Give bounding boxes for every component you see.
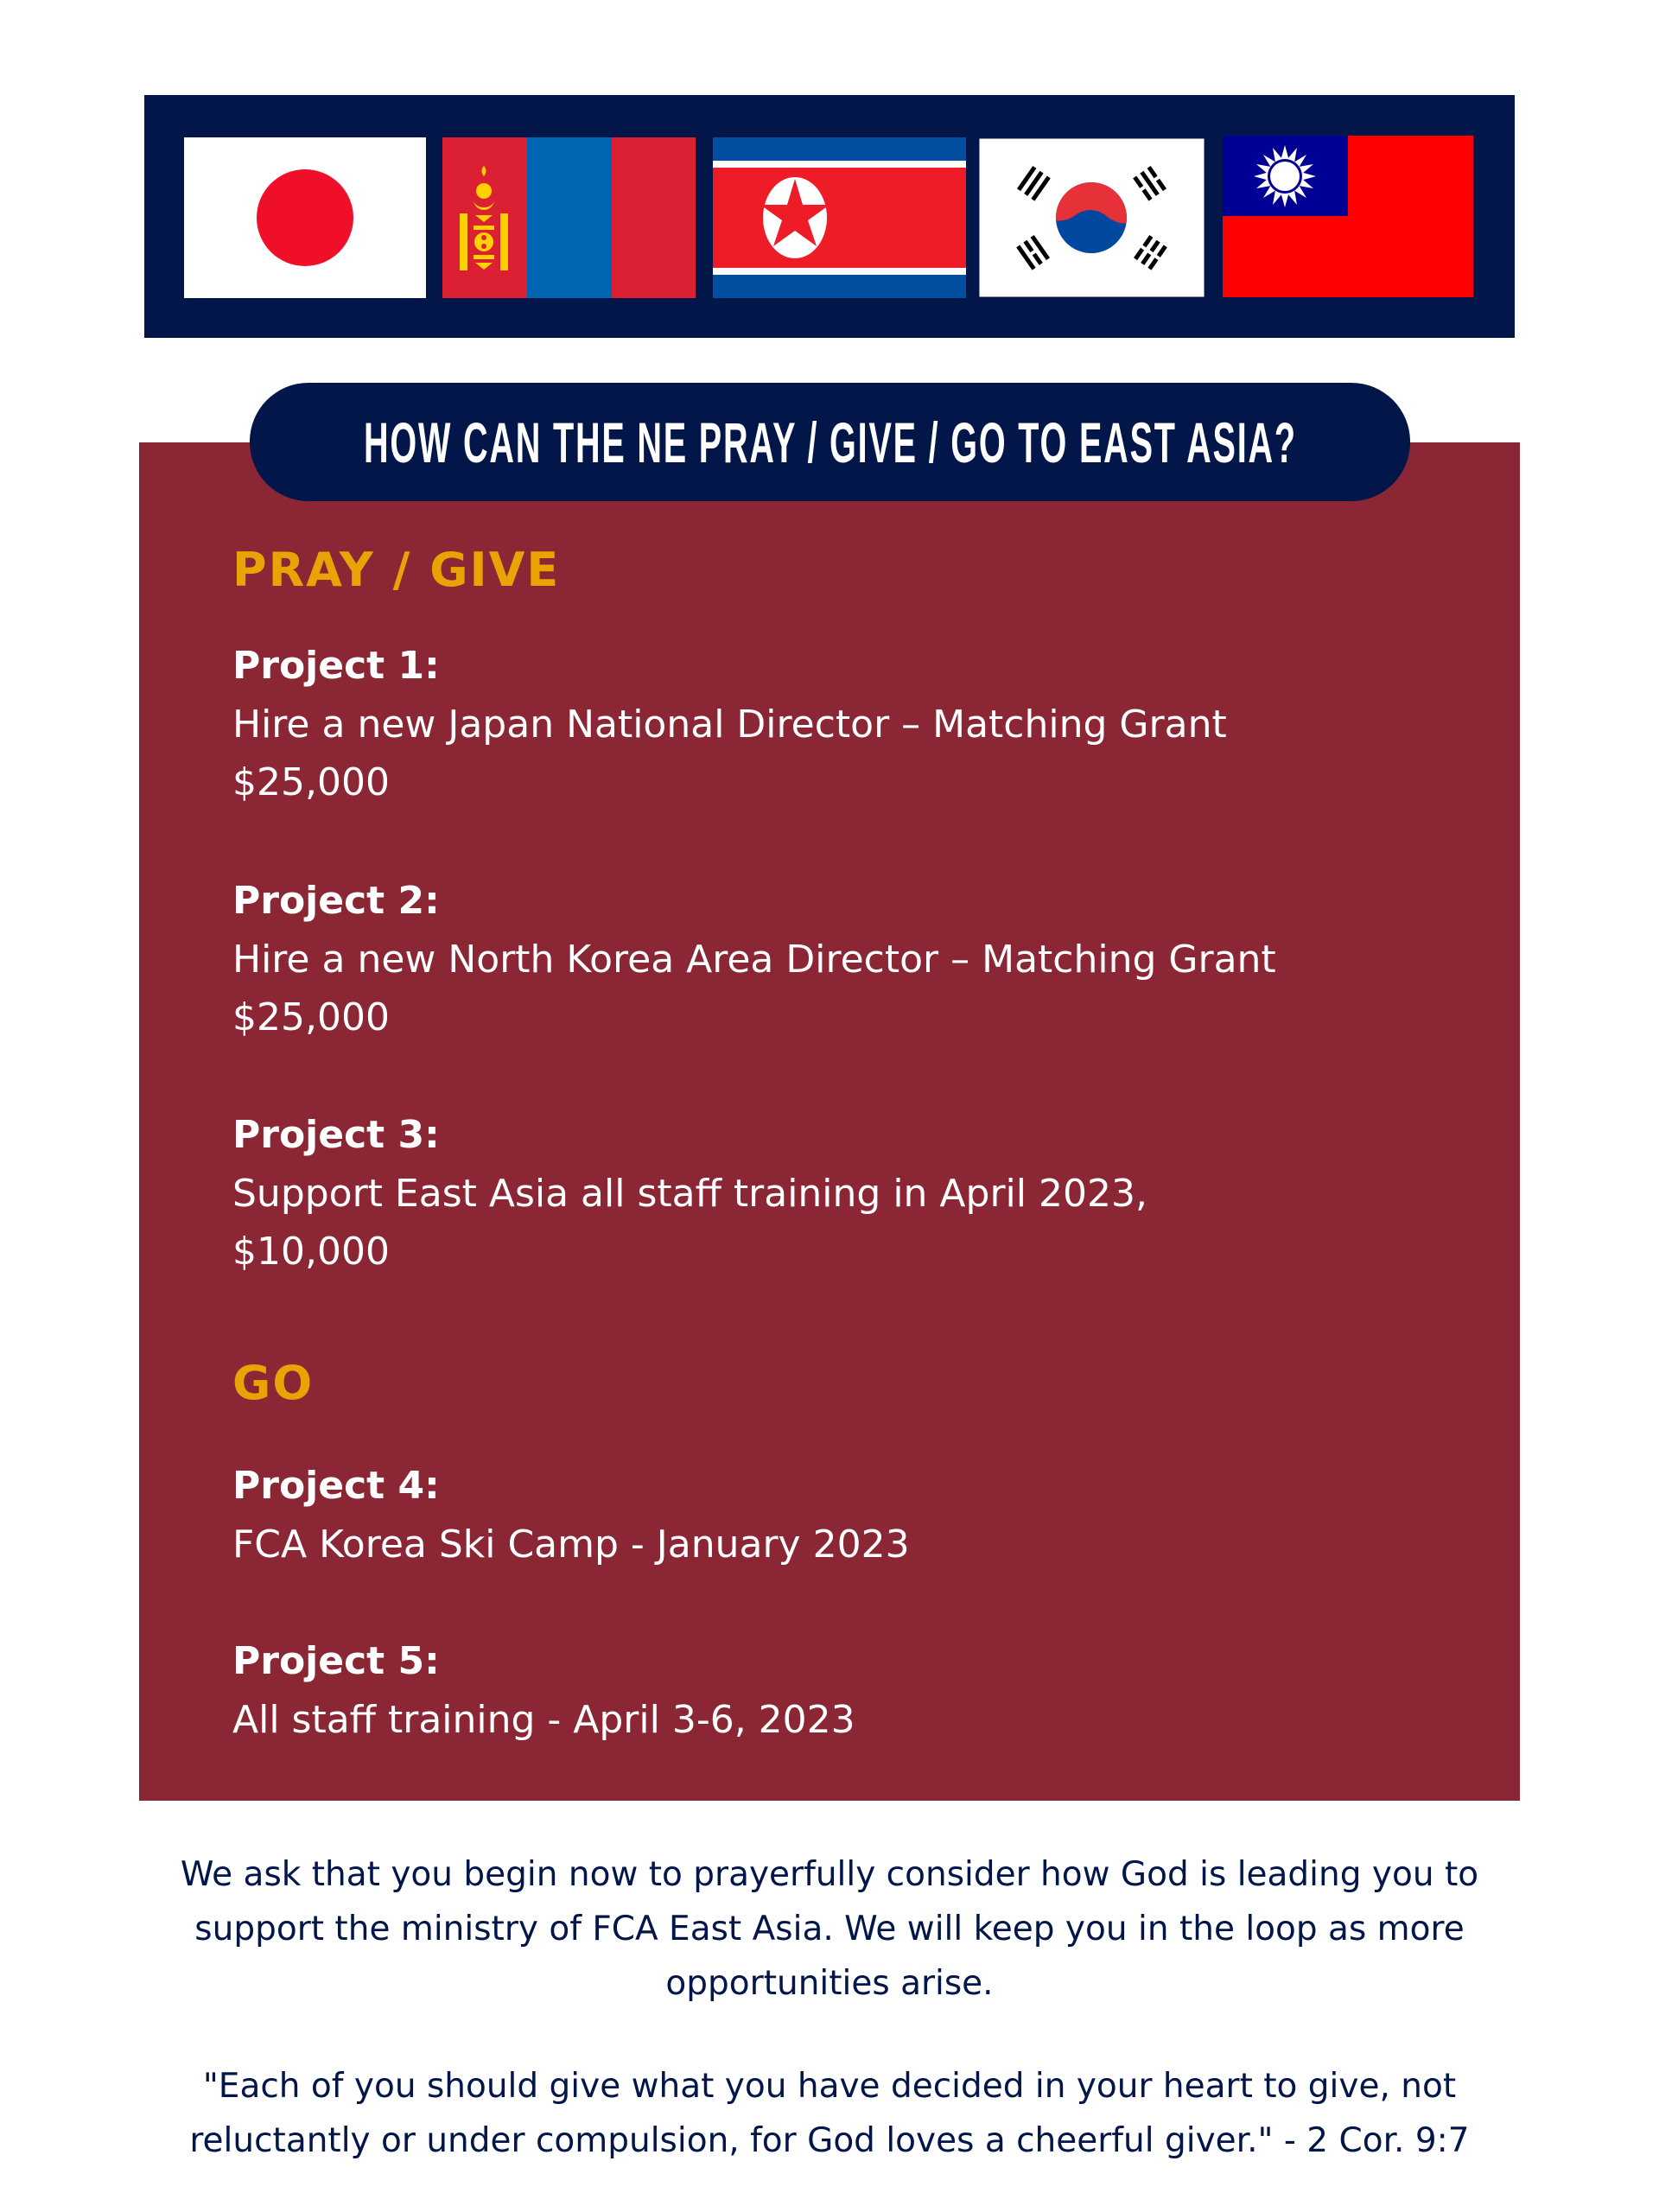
footer-message-line: support the ministry of FCA East Asia. We will keep you in the loop as more	[194, 1910, 1465, 1948]
quote-line: reluctantly or under compulsion, for God loves a cheerful giver." - 2 Cor. 9:7	[189, 2121, 1470, 2160]
taiwan-flag-icon	[1223, 136, 1473, 297]
north-korea-flag-icon	[713, 137, 966, 298]
project-1	[232, 637, 1227, 812]
project-description: Support East Asia all staff training in April 2023,	[232, 1171, 1147, 1216]
project-label: Project 2:	[232, 879, 440, 923]
project-3	[232, 1106, 1147, 1281]
page-title: HOW CAN THE NE PRAY / GIVE / GO TO EAST ASIA?	[363, 410, 1297, 474]
scripture-quote	[86, 2059, 1573, 2168]
footer-message-line: We ask that you begin now to prayerfully consider how God is leading you to	[180, 1855, 1479, 1894]
heading-pill	[250, 383, 1410, 501]
project-amount: $25,000	[232, 760, 390, 805]
flag-banner	[144, 95, 1515, 338]
project-label: Project 3:	[232, 1113, 440, 1157]
project-2	[232, 872, 1276, 1047]
project-amount: $25,000	[232, 995, 390, 1040]
section-title-go: GO	[232, 1356, 315, 1410]
section-title-pray-give: PRAY / GIVE	[232, 543, 561, 597]
quote-line: "Each of you should give what you have decided in your heart to give, not	[202, 2067, 1457, 2106]
project-4	[232, 1457, 910, 1573]
footer-message-line: opportunities arise.	[665, 1964, 994, 2003]
project-label: Project 4:	[232, 1464, 440, 1508]
project-label: Project 1:	[232, 644, 440, 688]
footer-message	[86, 1847, 1573, 2011]
project-5	[232, 1632, 855, 1749]
mongolia-flag-icon	[442, 137, 696, 298]
south-korea-flag-icon	[979, 138, 1205, 297]
project-description: Hire a new Japan National Director – Matching Grant	[232, 702, 1227, 747]
project-amount: $10,000	[232, 1230, 390, 1274]
project-description: Hire a new North Korea Area Director – Matching Grant	[232, 937, 1276, 982]
japan-flag-icon	[184, 137, 426, 298]
project-description: FCA Korea Ski Camp - January 2023	[232, 1522, 910, 1567]
project-label: Project 5:	[232, 1639, 440, 1683]
project-description: All staff training - April 3-6, 2023	[232, 1697, 855, 1742]
